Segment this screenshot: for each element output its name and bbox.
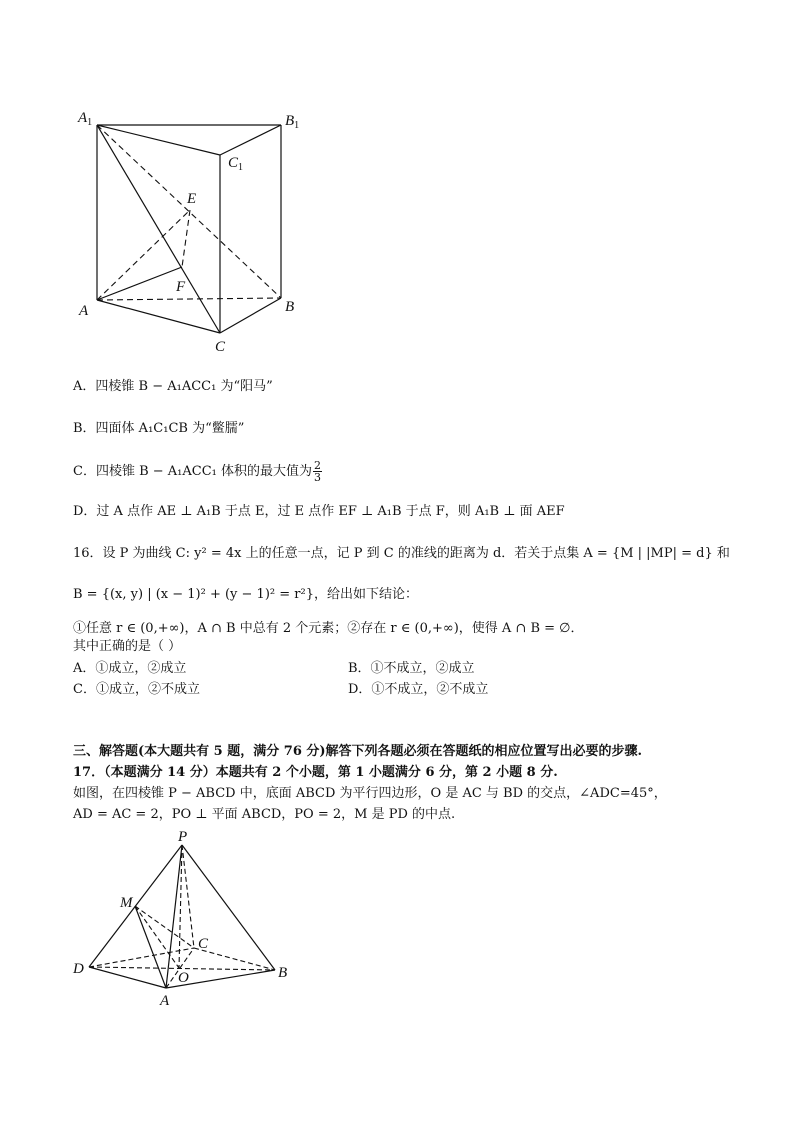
q15-option-c-text: C．四棱锥 B − A₁ACC₁ 体积的最大值为: [73, 464, 313, 479]
q16-line-1: 16．设 P 为曲线 C: y² = 4x 上的任意一点，记 P 到 C 的准线的距离为 d．若关于点集 A = {M | |MP| = d} 和: [73, 546, 730, 561]
label-E: E: [187, 191, 197, 207]
q16-option-a: A．①成立，②成立: [73, 661, 187, 676]
q16-option-c: C．①成立，②不成立: [73, 682, 200, 697]
label-M: M: [120, 895, 133, 911]
q16-line-3: ①任意 r ∈ (0,+∞)，A ∩ B 中总有 2 个元素；②存在 r ∈ (0,+∞)，使得 A ∩ B = ∅．: [73, 621, 584, 636]
prism-figure: [70, 105, 320, 360]
label-A1: $A_1$: [78, 110, 93, 128]
q17-heading: 17．（本题满分 14 分）本题共有 2 个小题，第 1 小题满分 6 分，第 2 小题 8 分.: [73, 765, 558, 780]
label-B: B: [285, 299, 295, 315]
q16-option-d: D．①不成立，②不成立: [348, 682, 489, 697]
q15-option-a: A．四棱锥 B − A₁ACC₁ 为“阳马”: [73, 379, 273, 394]
section-3-heading: 三、解答题(本大题共有 5 题，满分 76 分)解答下列各题必须在答题纸的相应位置写出必要的步骤.: [73, 744, 643, 759]
q17-line-1: 如图，在四棱锥 P − ABCD 中，底面 ABCD 为平行四边形，O 是 AC 与 BD 的交点，∠ADC=45°，: [73, 786, 667, 801]
fraction-two-thirds: $\frac{2}{3}$: [314, 459, 322, 484]
label-C2: C: [198, 936, 209, 952]
q16-options-row-1: [73, 660, 733, 678]
label-B1: $B_1$: [285, 113, 300, 131]
label-F: F: [176, 279, 186, 295]
label-B2: B: [278, 965, 288, 981]
q16-option-b: B．①不成立，②成立: [348, 661, 475, 676]
q15-option-d: D．过 A 点作 AE ⊥ A₁B 于点 E，过 E 点作 EF ⊥ A₁B 于点 F，则 A₁B ⊥ 面 AEF: [73, 504, 565, 519]
label-P: P: [178, 829, 188, 845]
q17-line-2: AD = AC = 2，PO ⊥ 平面 ABCD，PO = 2，M 是 PD 的中点.: [73, 807, 456, 822]
label-O: O: [178, 970, 189, 986]
pyramid-figure: [68, 825, 308, 1010]
label-C1: $C_1$: [228, 155, 244, 173]
q16-line-4: 其中正确的是（ ）: [73, 639, 182, 654]
label-A2: A: [160, 993, 170, 1009]
q16-options-row-2: [73, 681, 733, 699]
q15-option-b: B．四面体 A₁C₁CB 为“鳖臑”: [73, 421, 245, 436]
label-C: C: [215, 339, 226, 355]
q15-option-c: [73, 460, 323, 483]
label-A: A: [79, 303, 89, 319]
q16-line-2: B = {(x, y) | (x − 1)² + (y − 1)² = r²}，给出如下结论：: [73, 587, 418, 602]
label-D: D: [73, 961, 84, 977]
